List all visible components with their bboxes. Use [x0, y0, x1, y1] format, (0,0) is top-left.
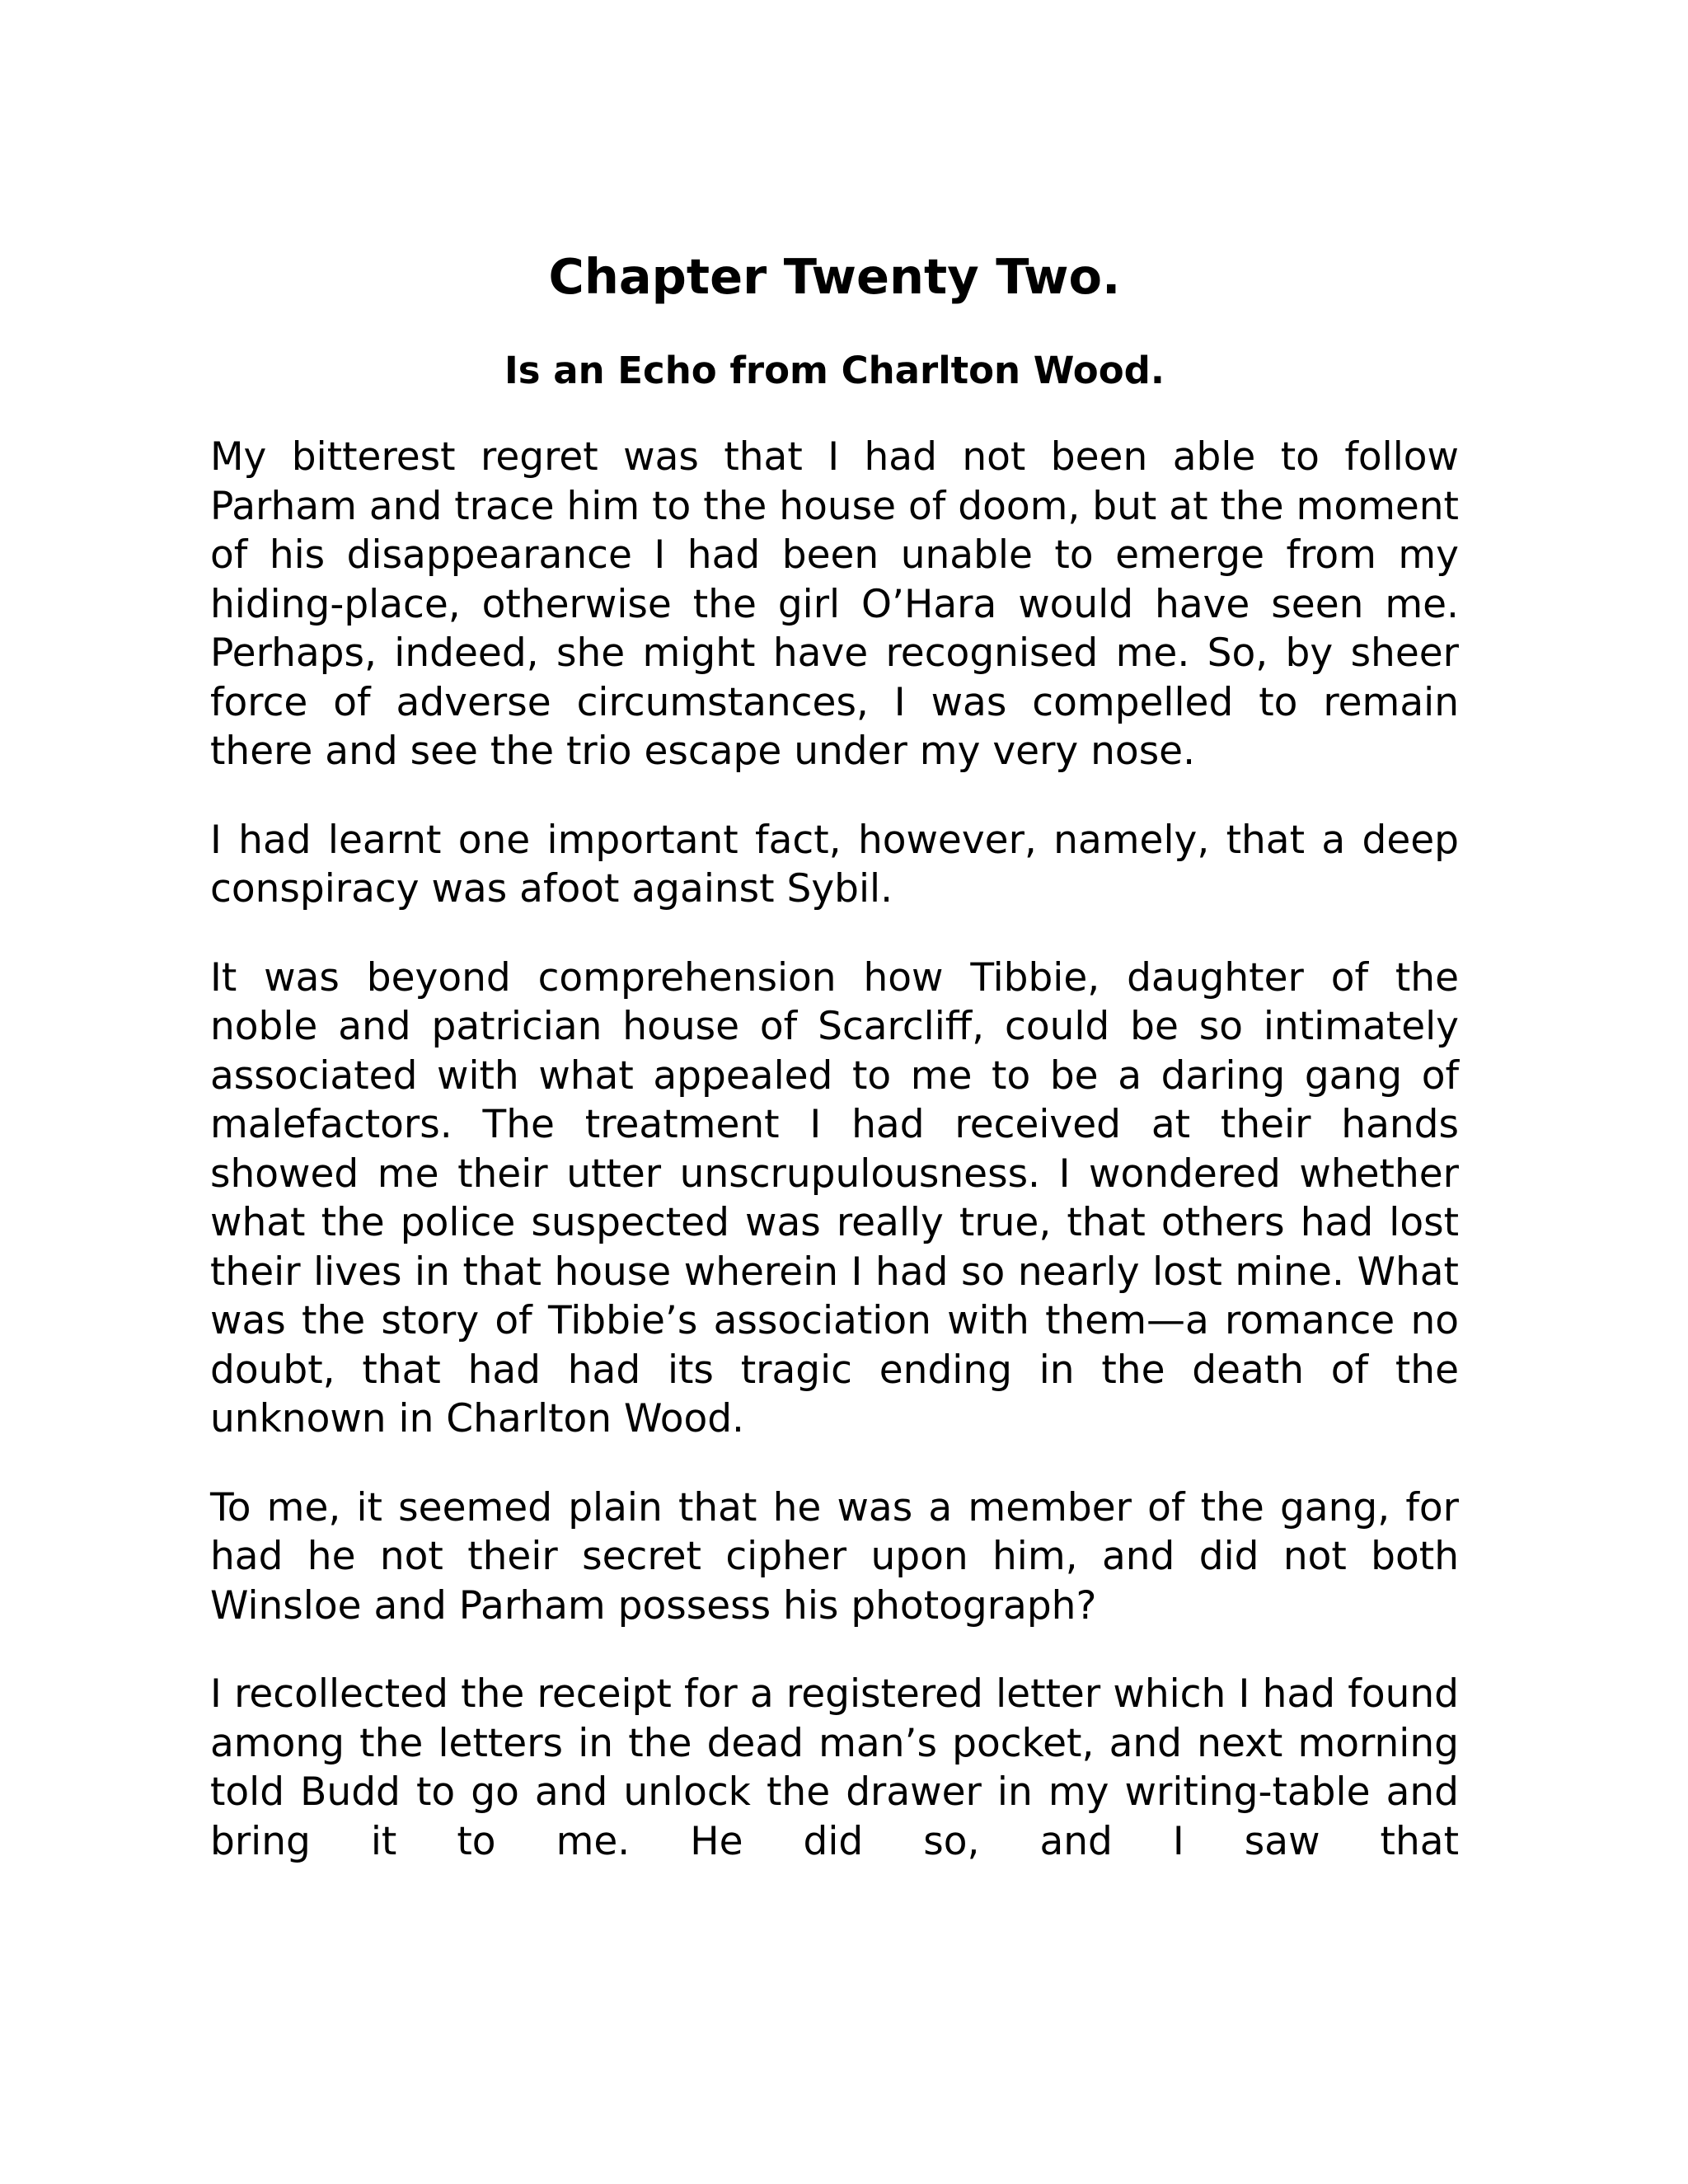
chapter-title: Chapter Twenty Two.	[548, 248, 1121, 305]
paragraph: To me, it seemed plain that he was a member of the gang, for had he not their secret cipher upon him, and did not both Winsloe and Parham possess his photograph?	[210, 1484, 1459, 1629]
paragraph: My bitterest regret was that I had not been able to follow Parham and trace him to the house of doom, but at the moment of his disappearance I had been unable to emerge from my hiding-place, otherwise the girl O’Hara would have seen me. Perhaps, indeed, she might have recognised me. So, by sheer force of adverse circumstances, I was compelled to remain there and see the trio escape under my very nose.	[210, 434, 1459, 774]
chapter-subtitle: Is an Echo from Charlton Wood.	[504, 349, 1165, 392]
page-body	[210, 247, 1459, 1866]
paragraph: I recollected the receipt for a registered letter which I had found among the letters in the dead man’s pocket, and next morning told Budd to go and unlock the drawer in my writing-table and bring it to me. He did so, and I saw that	[210, 1671, 1459, 1864]
paragraph: It was beyond comprehension how Tibbie, daughter of the noble and patrician house of Scarcliff, could be so intimately associated with what appealed to me to be a daring gang of malefactors. The treatment I had received at their hands showed me their utter unscrupulousness. I wondered whether what the police suspected was really true, that others had lost their lives in that house wherein I had so nearly lost mine. What was the story of Tibbie’s association with them—a romance no doubt, that had had its tragic ending in the death of the unknown in Charlton Wood.	[210, 954, 1459, 1441]
paragraph: I had learnt one important fact, however, namely, that a deep conspiracy was afoot against Sybil.	[210, 817, 1459, 912]
